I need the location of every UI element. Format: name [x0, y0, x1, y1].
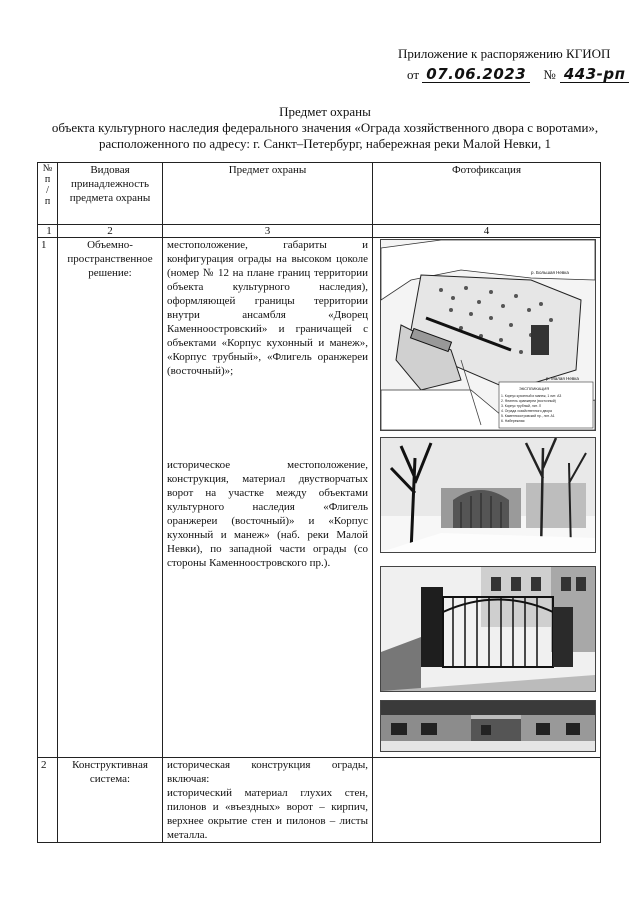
order-line [407, 67, 629, 83]
header-subject: Предмет охраны [163, 163, 373, 225]
description-item: местоположение, габариты и конфигурация ограды на высоком цоколе (номер № 12 на плане границ территории объекта культурного наследия), оформляющей границы территории внутри ансамбля «Дворец Каменноостровский» и граничащей с объектами «Корпус кухонный и манеж», «Корпус трубный», «Флигель оранжереи (восточный)»; [167, 239, 368, 377]
protection-subject-table [37, 162, 601, 843]
map-legend-item: 3. Корпус трубный, лит. Л [501, 404, 541, 408]
order-number-sign: № [543, 67, 556, 82]
row-description [163, 758, 373, 843]
row-description [163, 238, 373, 758]
document-title: Предмет охраны [279, 104, 371, 119]
row-category: Объемно-пространственное решение: [58, 238, 163, 758]
map-legend-item: 5. Каменноостровский пр., лит. А1 [501, 414, 555, 418]
row-number: 1 [38, 238, 58, 758]
col-number-2: 2 [58, 225, 163, 238]
gate-photo-winter [380, 437, 596, 553]
photo-column-empty [373, 758, 601, 843]
description-item: историческая конструкция ограды, включая: [167, 759, 368, 785]
description-item: историческое местоположение, конструкция, материал двустворчатых ворот на участке между объектами культурного наследия «Флигель оранжереи (восточный)» и «Корпус кухонный и манеж» (наб. реки Малой Невки), по западной части ограды (со стороны Каменноостровского пр.). [167, 459, 368, 569]
map-legend-title: ЭКСПЛИКАЦИЯ [519, 386, 550, 391]
header-photo: Фотофиксация [373, 163, 601, 225]
row-category: Конструктивная система: [58, 758, 163, 843]
col-number-4: 4 [373, 225, 601, 238]
map-legend-item: 6. Набережная [501, 419, 525, 423]
map-legend-item: 2. Флигель оранжереи (восточный) [501, 399, 556, 403]
document-subtitle-line1: объекта культурного наследия федерального значения «Ограда хозяйственного двора с воротами», [51, 120, 599, 135]
gate-photo-ornate [380, 566, 596, 692]
order-prefix: от [407, 67, 420, 82]
header-number: № п / п [38, 163, 58, 225]
wall-photo-strip [380, 700, 596, 752]
order-date: 07.06.2023 [422, 67, 530, 83]
site-plan-map [380, 239, 596, 431]
description-item: исторический материал глухих стен, пилонов и «въездных» ворот – кирпич, верхнее окрытие стен и пилонов – листы металла. [167, 787, 368, 841]
row-number: 2 [38, 758, 58, 843]
col-number-3: 3 [163, 225, 373, 238]
map-legend-item: 4. Ограда хозяйственного двора [501, 409, 552, 413]
map-label-river-top: р. Большая Невка [531, 270, 569, 275]
header-category: Видовая принадлежность предмета охраны [58, 163, 163, 225]
map-legend-item: 1. Корпус кухонный и манеж, 1 лит. А3 [501, 394, 562, 398]
photo-column [373, 238, 601, 758]
document-subtitle-line2: расположенного по адресу: г. Санкт–Петербург, набережная реки Малой Невки, 1 [98, 136, 552, 151]
table-row [38, 238, 601, 758]
appendix-header: Приложение к распоряжению КГИОП [398, 46, 611, 61]
col-number-1: 1 [38, 225, 58, 238]
order-number: 443-рп [560, 67, 630, 83]
map-label-river-bottom: р. Малая Невка [546, 376, 579, 381]
table-row [38, 758, 601, 843]
